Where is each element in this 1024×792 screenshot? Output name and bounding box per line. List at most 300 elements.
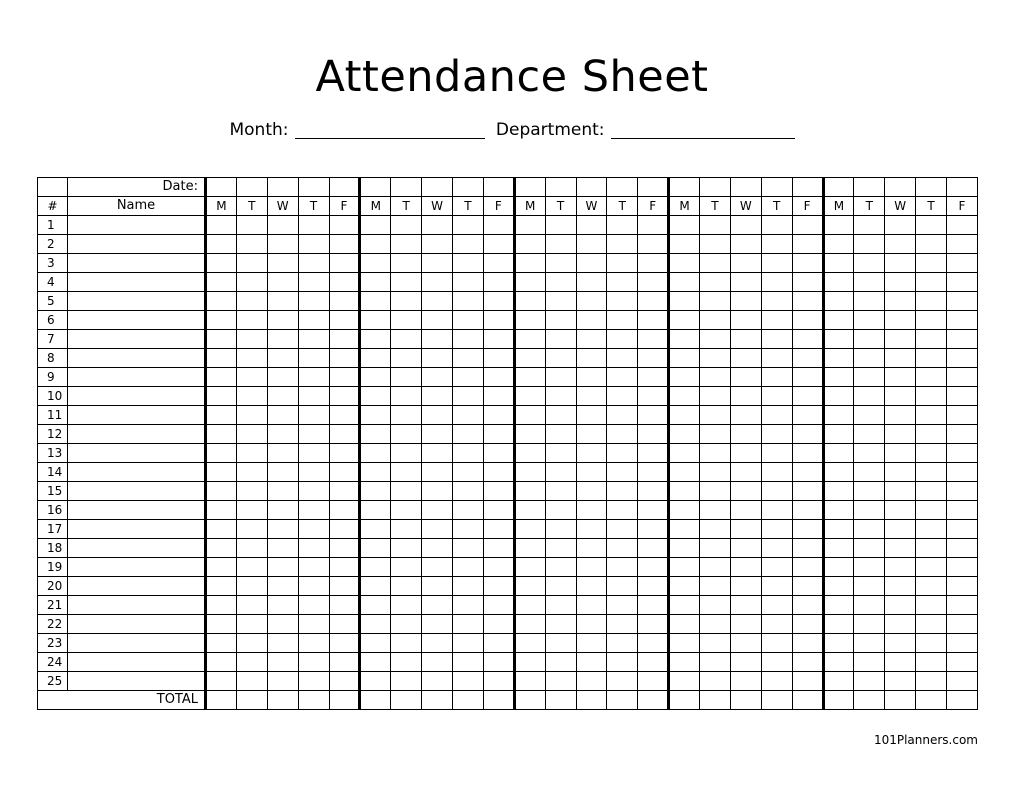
attendance-cell[interactable] — [236, 444, 267, 463]
attendance-cell[interactable] — [823, 387, 854, 406]
attendance-cell[interactable] — [823, 273, 854, 292]
attendance-cell[interactable] — [267, 634, 298, 653]
total-cell[interactable] — [823, 691, 854, 710]
attendance-cell[interactable] — [947, 539, 978, 558]
attendance-cell[interactable] — [483, 501, 514, 520]
attendance-cell[interactable] — [329, 387, 360, 406]
attendance-cell[interactable] — [792, 387, 823, 406]
attendance-cell[interactable] — [298, 596, 329, 615]
attendance-cell[interactable] — [669, 596, 700, 615]
date-cell[interactable] — [422, 178, 453, 197]
attendance-cell[interactable] — [236, 254, 267, 273]
attendance-cell[interactable] — [236, 577, 267, 596]
attendance-cell[interactable] — [607, 558, 638, 577]
attendance-cell[interactable] — [206, 596, 237, 615]
attendance-cell[interactable] — [267, 672, 298, 691]
attendance-cell[interactable] — [669, 254, 700, 273]
attendance-cell[interactable] — [823, 292, 854, 311]
attendance-cell[interactable] — [638, 273, 669, 292]
attendance-cell[interactable] — [947, 615, 978, 634]
attendance-cell[interactable] — [329, 672, 360, 691]
attendance-cell[interactable] — [947, 311, 978, 330]
total-cell[interactable] — [453, 691, 484, 710]
attendance-cell[interactable] — [453, 672, 484, 691]
attendance-cell[interactable] — [700, 292, 731, 311]
total-cell[interactable] — [730, 691, 761, 710]
attendance-cell[interactable] — [669, 520, 700, 539]
attendance-cell[interactable] — [576, 292, 607, 311]
attendance-cell[interactable] — [638, 482, 669, 501]
date-cell[interactable] — [360, 178, 391, 197]
attendance-cell[interactable] — [669, 558, 700, 577]
attendance-cell[interactable] — [792, 482, 823, 501]
total-cell[interactable] — [638, 691, 669, 710]
attendance-cell[interactable] — [545, 406, 576, 425]
attendance-cell[interactable] — [329, 444, 360, 463]
attendance-cell[interactable] — [206, 292, 237, 311]
attendance-cell[interactable] — [669, 406, 700, 425]
attendance-cell[interactable] — [236, 653, 267, 672]
attendance-cell[interactable] — [514, 273, 545, 292]
attendance-cell[interactable] — [236, 482, 267, 501]
attendance-cell[interactable] — [360, 653, 391, 672]
attendance-cell[interactable] — [761, 406, 792, 425]
attendance-cell[interactable] — [236, 615, 267, 634]
attendance-cell[interactable] — [329, 596, 360, 615]
attendance-cell[interactable] — [638, 330, 669, 349]
attendance-cell[interactable] — [700, 235, 731, 254]
attendance-cell[interactable] — [700, 482, 731, 501]
attendance-cell[interactable] — [885, 615, 916, 634]
attendance-cell[interactable] — [854, 216, 885, 235]
attendance-cell[interactable] — [453, 235, 484, 254]
attendance-cell[interactable] — [329, 634, 360, 653]
attendance-cell[interactable] — [267, 577, 298, 596]
attendance-cell[interactable] — [360, 368, 391, 387]
attendance-cell[interactable] — [638, 292, 669, 311]
attendance-cell[interactable] — [823, 235, 854, 254]
attendance-cell[interactable] — [206, 387, 237, 406]
name-cell[interactable] — [68, 653, 206, 672]
attendance-cell[interactable] — [792, 368, 823, 387]
attendance-cell[interactable] — [267, 292, 298, 311]
attendance-cell[interactable] — [607, 577, 638, 596]
attendance-cell[interactable] — [267, 311, 298, 330]
attendance-cell[interactable] — [638, 425, 669, 444]
name-cell[interactable] — [68, 406, 206, 425]
attendance-cell[interactable] — [916, 577, 947, 596]
attendance-cell[interactable] — [267, 254, 298, 273]
attendance-cell[interactable] — [792, 292, 823, 311]
attendance-cell[interactable] — [607, 653, 638, 672]
attendance-cell[interactable] — [885, 444, 916, 463]
name-cell[interactable] — [68, 520, 206, 539]
total-cell[interactable] — [916, 691, 947, 710]
attendance-cell[interactable] — [854, 539, 885, 558]
attendance-cell[interactable] — [823, 539, 854, 558]
attendance-cell[interactable] — [206, 273, 237, 292]
attendance-cell[interactable] — [947, 368, 978, 387]
attendance-cell[interactable] — [545, 216, 576, 235]
attendance-cell[interactable] — [947, 596, 978, 615]
name-cell[interactable] — [68, 482, 206, 501]
attendance-cell[interactable] — [267, 520, 298, 539]
attendance-cell[interactable] — [360, 254, 391, 273]
attendance-cell[interactable] — [329, 482, 360, 501]
attendance-cell[interactable] — [483, 425, 514, 444]
attendance-cell[interactable] — [607, 596, 638, 615]
attendance-cell[interactable] — [730, 501, 761, 520]
total-cell[interactable] — [514, 691, 545, 710]
attendance-cell[interactable] — [391, 653, 422, 672]
attendance-cell[interactable] — [514, 653, 545, 672]
attendance-cell[interactable] — [700, 520, 731, 539]
attendance-cell[interactable] — [391, 615, 422, 634]
date-cell[interactable] — [453, 178, 484, 197]
attendance-cell[interactable] — [854, 444, 885, 463]
attendance-cell[interactable] — [298, 482, 329, 501]
attendance-cell[interactable] — [514, 425, 545, 444]
attendance-cell[interactable] — [576, 672, 607, 691]
attendance-cell[interactable] — [823, 463, 854, 482]
name-cell[interactable] — [68, 368, 206, 387]
total-cell[interactable] — [391, 691, 422, 710]
attendance-cell[interactable] — [854, 368, 885, 387]
attendance-cell[interactable] — [761, 349, 792, 368]
attendance-cell[interactable] — [576, 273, 607, 292]
attendance-cell[interactable] — [483, 482, 514, 501]
attendance-cell[interactable] — [360, 615, 391, 634]
attendance-cell[interactable] — [514, 330, 545, 349]
attendance-cell[interactable] — [885, 482, 916, 501]
attendance-cell[interactable] — [360, 292, 391, 311]
attendance-cell[interactable] — [329, 216, 360, 235]
attendance-cell[interactable] — [514, 368, 545, 387]
attendance-cell[interactable] — [329, 653, 360, 672]
attendance-cell[interactable] — [638, 406, 669, 425]
month-field[interactable] — [295, 120, 485, 139]
attendance-cell[interactable] — [885, 406, 916, 425]
attendance-cell[interactable] — [761, 387, 792, 406]
attendance-cell[interactable] — [483, 463, 514, 482]
attendance-cell[interactable] — [514, 558, 545, 577]
date-cell[interactable] — [854, 178, 885, 197]
attendance-cell[interactable] — [916, 501, 947, 520]
attendance-cell[interactable] — [638, 634, 669, 653]
attendance-cell[interactable] — [453, 615, 484, 634]
attendance-cell[interactable] — [916, 330, 947, 349]
attendance-cell[interactable] — [638, 596, 669, 615]
attendance-cell[interactable] — [761, 444, 792, 463]
attendance-cell[interactable] — [576, 596, 607, 615]
attendance-cell[interactable] — [669, 311, 700, 330]
attendance-cell[interactable] — [298, 292, 329, 311]
attendance-cell[interactable] — [391, 577, 422, 596]
attendance-cell[interactable] — [885, 368, 916, 387]
attendance-cell[interactable] — [267, 501, 298, 520]
attendance-cell[interactable] — [483, 672, 514, 691]
name-cell[interactable] — [68, 273, 206, 292]
attendance-cell[interactable] — [638, 653, 669, 672]
attendance-cell[interactable] — [236, 406, 267, 425]
attendance-cell[interactable] — [792, 235, 823, 254]
attendance-cell[interactable] — [453, 501, 484, 520]
attendance-cell[interactable] — [823, 558, 854, 577]
attendance-cell[interactable] — [761, 235, 792, 254]
attendance-cell[interactable] — [545, 596, 576, 615]
name-cell[interactable] — [68, 615, 206, 634]
attendance-cell[interactable] — [916, 672, 947, 691]
attendance-cell[interactable] — [576, 387, 607, 406]
attendance-cell[interactable] — [885, 330, 916, 349]
attendance-cell[interactable] — [576, 444, 607, 463]
attendance-cell[interactable] — [669, 463, 700, 482]
attendance-cell[interactable] — [545, 368, 576, 387]
name-cell[interactable] — [68, 634, 206, 653]
attendance-cell[interactable] — [854, 672, 885, 691]
attendance-cell[interactable] — [669, 330, 700, 349]
attendance-cell[interactable] — [483, 349, 514, 368]
attendance-cell[interactable] — [854, 653, 885, 672]
attendance-cell[interactable] — [885, 672, 916, 691]
attendance-cell[interactable] — [792, 558, 823, 577]
attendance-cell[interactable] — [206, 444, 237, 463]
attendance-cell[interactable] — [885, 216, 916, 235]
attendance-cell[interactable] — [545, 482, 576, 501]
date-cell[interactable] — [761, 178, 792, 197]
date-cell[interactable] — [885, 178, 916, 197]
attendance-cell[interactable] — [298, 273, 329, 292]
attendance-cell[interactable] — [329, 539, 360, 558]
attendance-cell[interactable] — [514, 520, 545, 539]
attendance-cell[interactable] — [514, 539, 545, 558]
attendance-cell[interactable] — [298, 406, 329, 425]
attendance-cell[interactable] — [761, 273, 792, 292]
attendance-cell[interactable] — [638, 387, 669, 406]
name-cell[interactable] — [68, 311, 206, 330]
attendance-cell[interactable] — [206, 349, 237, 368]
date-cell[interactable] — [700, 178, 731, 197]
attendance-cell[interactable] — [545, 539, 576, 558]
attendance-cell[interactable] — [545, 330, 576, 349]
attendance-cell[interactable] — [730, 577, 761, 596]
attendance-cell[interactable] — [792, 672, 823, 691]
attendance-cell[interactable] — [638, 577, 669, 596]
attendance-cell[interactable] — [576, 615, 607, 634]
attendance-cell[interactable] — [329, 501, 360, 520]
attendance-cell[interactable] — [483, 520, 514, 539]
attendance-cell[interactable] — [700, 653, 731, 672]
date-cell[interactable] — [792, 178, 823, 197]
attendance-cell[interactable] — [730, 368, 761, 387]
attendance-cell[interactable] — [453, 596, 484, 615]
attendance-cell[interactable] — [236, 634, 267, 653]
attendance-cell[interactable] — [823, 254, 854, 273]
attendance-cell[interactable] — [206, 558, 237, 577]
attendance-cell[interactable] — [607, 501, 638, 520]
total-cell[interactable] — [329, 691, 360, 710]
attendance-cell[interactable] — [638, 672, 669, 691]
attendance-cell[interactable] — [453, 520, 484, 539]
attendance-cell[interactable] — [422, 349, 453, 368]
attendance-cell[interactable] — [514, 311, 545, 330]
attendance-cell[interactable] — [206, 330, 237, 349]
attendance-cell[interactable] — [545, 558, 576, 577]
attendance-cell[interactable] — [360, 273, 391, 292]
attendance-cell[interactable] — [298, 349, 329, 368]
date-cell[interactable] — [391, 178, 422, 197]
attendance-cell[interactable] — [298, 330, 329, 349]
attendance-cell[interactable] — [700, 254, 731, 273]
attendance-cell[interactable] — [854, 577, 885, 596]
attendance-cell[interactable] — [298, 216, 329, 235]
attendance-cell[interactable] — [761, 539, 792, 558]
attendance-cell[interactable] — [854, 330, 885, 349]
attendance-cell[interactable] — [514, 292, 545, 311]
attendance-cell[interactable] — [854, 634, 885, 653]
attendance-cell[interactable] — [854, 254, 885, 273]
attendance-cell[interactable] — [483, 406, 514, 425]
attendance-cell[interactable] — [669, 273, 700, 292]
attendance-cell[interactable] — [823, 596, 854, 615]
attendance-cell[interactable] — [422, 444, 453, 463]
attendance-cell[interactable] — [947, 292, 978, 311]
attendance-cell[interactable] — [298, 520, 329, 539]
attendance-cell[interactable] — [422, 634, 453, 653]
attendance-cell[interactable] — [267, 653, 298, 672]
attendance-cell[interactable] — [730, 558, 761, 577]
attendance-cell[interactable] — [885, 387, 916, 406]
date-cell[interactable] — [916, 178, 947, 197]
attendance-cell[interactable] — [607, 216, 638, 235]
attendance-cell[interactable] — [947, 254, 978, 273]
attendance-cell[interactable] — [730, 463, 761, 482]
attendance-cell[interactable] — [700, 387, 731, 406]
attendance-cell[interactable] — [206, 311, 237, 330]
attendance-cell[interactable] — [453, 330, 484, 349]
attendance-cell[interactable] — [298, 558, 329, 577]
attendance-cell[interactable] — [360, 482, 391, 501]
attendance-cell[interactable] — [669, 482, 700, 501]
attendance-cell[interactable] — [669, 615, 700, 634]
attendance-cell[interactable] — [885, 463, 916, 482]
attendance-cell[interactable] — [453, 273, 484, 292]
attendance-cell[interactable] — [607, 368, 638, 387]
attendance-cell[interactable] — [329, 292, 360, 311]
name-cell[interactable] — [68, 235, 206, 254]
attendance-cell[interactable] — [576, 330, 607, 349]
attendance-cell[interactable] — [236, 520, 267, 539]
name-cell[interactable] — [68, 501, 206, 520]
attendance-cell[interactable] — [422, 235, 453, 254]
attendance-cell[interactable] — [730, 254, 761, 273]
total-cell[interactable] — [360, 691, 391, 710]
total-cell[interactable] — [236, 691, 267, 710]
attendance-cell[interactable] — [298, 235, 329, 254]
attendance-cell[interactable] — [391, 292, 422, 311]
attendance-cell[interactable] — [329, 254, 360, 273]
attendance-cell[interactable] — [638, 235, 669, 254]
attendance-cell[interactable] — [700, 311, 731, 330]
attendance-cell[interactable] — [391, 273, 422, 292]
attendance-cell[interactable] — [391, 482, 422, 501]
total-cell[interactable] — [607, 691, 638, 710]
attendance-cell[interactable] — [360, 406, 391, 425]
attendance-cell[interactable] — [576, 577, 607, 596]
attendance-cell[interactable] — [267, 349, 298, 368]
total-cell[interactable] — [483, 691, 514, 710]
attendance-cell[interactable] — [329, 577, 360, 596]
attendance-cell[interactable] — [700, 539, 731, 558]
attendance-cell[interactable] — [607, 425, 638, 444]
attendance-cell[interactable] — [761, 482, 792, 501]
attendance-cell[interactable] — [545, 444, 576, 463]
date-cell[interactable] — [730, 178, 761, 197]
attendance-cell[interactable] — [669, 387, 700, 406]
attendance-cell[interactable] — [206, 634, 237, 653]
department-field[interactable] — [611, 120, 795, 139]
attendance-cell[interactable] — [854, 425, 885, 444]
attendance-cell[interactable] — [916, 444, 947, 463]
attendance-cell[interactable] — [823, 349, 854, 368]
attendance-cell[interactable] — [422, 539, 453, 558]
attendance-cell[interactable] — [669, 368, 700, 387]
total-cell[interactable] — [267, 691, 298, 710]
attendance-cell[interactable] — [730, 330, 761, 349]
attendance-cell[interactable] — [792, 273, 823, 292]
attendance-cell[interactable] — [514, 596, 545, 615]
attendance-cell[interactable] — [761, 577, 792, 596]
attendance-cell[interactable] — [329, 425, 360, 444]
attendance-cell[interactable] — [514, 349, 545, 368]
attendance-cell[interactable] — [267, 596, 298, 615]
attendance-cell[interactable] — [730, 539, 761, 558]
total-cell[interactable] — [576, 691, 607, 710]
attendance-cell[interactable] — [792, 615, 823, 634]
attendance-cell[interactable] — [576, 558, 607, 577]
attendance-cell[interactable] — [669, 539, 700, 558]
attendance-cell[interactable] — [453, 634, 484, 653]
attendance-cell[interactable] — [730, 672, 761, 691]
attendance-cell[interactable] — [854, 596, 885, 615]
attendance-cell[interactable] — [453, 577, 484, 596]
total-cell[interactable] — [669, 691, 700, 710]
attendance-cell[interactable] — [823, 634, 854, 653]
name-cell[interactable] — [68, 425, 206, 444]
attendance-cell[interactable] — [947, 349, 978, 368]
attendance-cell[interactable] — [700, 444, 731, 463]
attendance-cell[interactable] — [669, 216, 700, 235]
attendance-cell[interactable] — [761, 634, 792, 653]
attendance-cell[interactable] — [298, 387, 329, 406]
attendance-cell[interactable] — [885, 254, 916, 273]
attendance-cell[interactable] — [792, 425, 823, 444]
attendance-cell[interactable] — [885, 273, 916, 292]
attendance-cell[interactable] — [607, 387, 638, 406]
attendance-cell[interactable] — [236, 311, 267, 330]
attendance-cell[interactable] — [700, 558, 731, 577]
total-cell[interactable] — [792, 691, 823, 710]
attendance-cell[interactable] — [391, 672, 422, 691]
attendance-cell[interactable] — [730, 482, 761, 501]
attendance-cell[interactable] — [422, 520, 453, 539]
attendance-cell[interactable] — [422, 501, 453, 520]
attendance-cell[interactable] — [391, 254, 422, 273]
attendance-cell[interactable] — [854, 273, 885, 292]
attendance-cell[interactable] — [360, 330, 391, 349]
attendance-cell[interactable] — [514, 216, 545, 235]
attendance-cell[interactable] — [329, 349, 360, 368]
